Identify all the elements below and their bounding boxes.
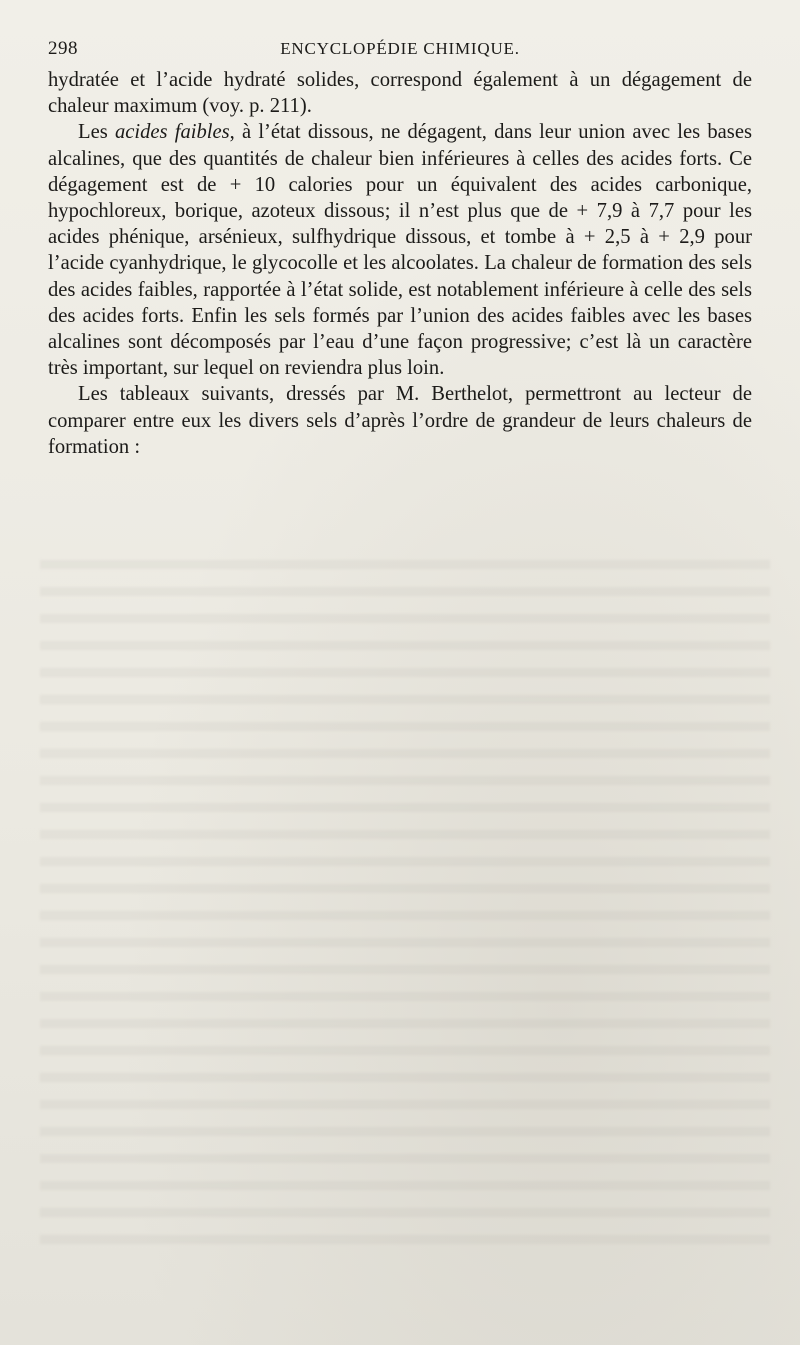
paragraph-text: hydratée et l’acide hydraté solides, correspond également à un dégagement de chaleur maximum (voy. p. 211). [48,69,752,118]
show-through-text [40,560,770,1260]
emphasized-term: acides faibles [114,121,230,144]
paragraph-weak-acids [48,119,752,381]
page-header [48,38,752,62]
paragraph-lead: Les [78,121,115,144]
paragraph-tables-intro [48,381,752,460]
running-title: ENCYCLOPÉDIE CHIMIQUE. [280,39,520,58]
paragraph-text: , à l’état dissous, ne dégagent, dans leur union avec les bases alcalines, que des quantités de chaleur bien inférieures à celles des acides forts. Ce dégagement est de + 10 calories pour un équivalent des acides carbonique, hypochloreux, borique, azoteux dissous; il n’est plus que de + 7,9 à 7,7 pour les acides phénique, arsénieux, sulfhydrique dissous, et tombe à + 2,5 à + 2,9 pour l’acide cyanhydrique, le glycocolle et les alcoolates. La chaleur de formation des sels des acides faibles, rapportée à l’état solide, est notablement inférieure à celle des sels des acides forts. Enfin les sels formés par l’union des acides faibles avec les bases alcalines sont décomposés par l’eau d’une façon progressive; c’est là un caractère très important, sur lequel on reviendra plus loin. [48,121,752,380]
page-number: 298 [48,38,78,59]
body-text [48,67,752,460]
paragraph-continuation [48,67,752,119]
paragraph-text: Les tableaux suivants, dressés par M. Berthelot, permettront au lecteur de comparer entre eux les divers sels d’après l’ordre de grandeur de leurs chaleurs de formation : [48,383,752,458]
